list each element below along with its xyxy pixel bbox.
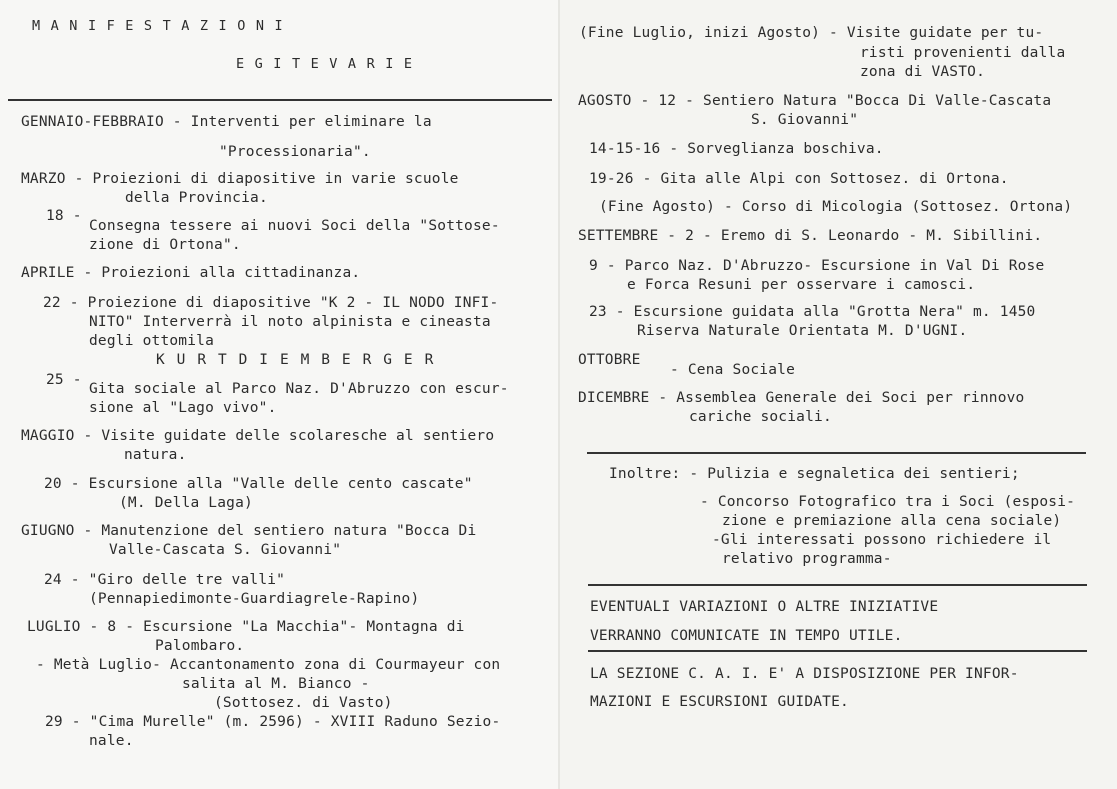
text-line: EVENTUALI VARIAZIONI O ALTRE INIZIATIVE bbox=[590, 599, 939, 615]
divider bbox=[588, 584, 1087, 586]
text-line: LUGLIO - 8 - Escursione "La Macchia"- Montagna di bbox=[27, 619, 465, 635]
text-line: Gita sociale al Parco Naz. D'Abruzzo con escur- bbox=[89, 381, 509, 397]
right-page bbox=[560, 0, 1117, 789]
section-subtitle: E G I T E V A R I E bbox=[236, 56, 414, 72]
text-line: SETTEMBRE - 2 - Eremo di S. Leonardo - M. Sibillini. bbox=[578, 228, 1043, 244]
text-line: "Processionaria". bbox=[219, 144, 371, 160]
text-line: cariche sociali. bbox=[689, 409, 832, 425]
text-line: nale. bbox=[89, 733, 134, 749]
text-line: NITO" Interverrà il noto alpinista e cineasta bbox=[89, 314, 491, 330]
text-line: - Cena Sociale bbox=[670, 362, 796, 378]
text-line: relativo programma- bbox=[722, 551, 892, 567]
text-line: natura. bbox=[124, 447, 187, 463]
text-line: zione di Ortona". bbox=[89, 237, 241, 253]
text-line: OTTOBRE bbox=[578, 352, 641, 368]
text-line: 25 - bbox=[46, 372, 82, 388]
text-line: 29 - "Cima Murelle" (m. 2596) - XVIII Raduno Sezio- bbox=[45, 714, 501, 730]
text-line: zona di VASTO. bbox=[860, 64, 986, 80]
text-line: VERRANNO COMUNICATE IN TEMPO UTILE. bbox=[590, 628, 903, 644]
section-title: M A N I F E S T A Z I O N I bbox=[32, 18, 284, 34]
text-line: Riserva Naturale Orientata M. D'UGNI. bbox=[637, 323, 968, 339]
text-line: - Metà Luglio- Accantonamento zona di Courmayeur con bbox=[36, 657, 501, 673]
text-line: Valle-Cascata S. Giovanni" bbox=[109, 542, 342, 558]
text-line: LA SEZIONE C. A. I. E' A DISPOSIZIONE PER INFOR- bbox=[590, 666, 1019, 682]
text-line: K U R T D I E M B E R G E R bbox=[156, 352, 435, 368]
text-line: (Fine Agosto) - Corso di Micologia (Sottosez. Ortona) bbox=[599, 199, 1073, 215]
text-line: (Sottosez. di Vasto) bbox=[214, 695, 393, 711]
text-line: salita al M. Bianco - bbox=[182, 676, 370, 692]
text-line: GIUGNO - Manutenzione del sentiero natura "Bocca Di bbox=[21, 523, 477, 539]
text-line: 22 - Proiezione di diapositive "K 2 - IL NODO INFI- bbox=[43, 295, 499, 311]
text-line: zione e premiazione alla cena sociale) bbox=[722, 513, 1062, 529]
text-line: 23 - Escursione guidata alla "Grotta Nera" m. 1450 bbox=[589, 304, 1036, 320]
text-line: sione al "Lago vivo". bbox=[89, 400, 277, 416]
text-line: 19-26 - Gita alle Alpi con Sottosez. di Ortona. bbox=[589, 171, 1009, 187]
text-line: e Forca Resuni per osservare i camosci. bbox=[627, 277, 976, 293]
text-line: 24 - "Giro delle tre valli" bbox=[44, 572, 286, 588]
text-line: 9 - Parco Naz. D'Abruzzo- Escursione in Val Di Rose bbox=[589, 258, 1045, 274]
text-line: - Concorso Fotografico tra i Soci (esposi- bbox=[700, 494, 1076, 510]
text-line: MAZIONI E ESCURSIONI GUIDATE. bbox=[590, 694, 849, 710]
text-line: Palombaro. bbox=[155, 638, 245, 654]
text-line: DICEMBRE - Assemblea Generale dei Soci per rinnovo bbox=[578, 390, 1025, 406]
text-line: AGOSTO - 12 - Sentiero Natura "Bocca Di Valle-Cascata bbox=[578, 93, 1052, 109]
text-line: della Provincia. bbox=[125, 190, 268, 206]
text-line: S. Giovanni" bbox=[751, 112, 859, 128]
text-line: (Pennapiedimonte-Guardiagrele-Rapino) bbox=[89, 591, 420, 607]
text-line: 14-15-16 - Sorveglianza boschiva. bbox=[589, 141, 884, 157]
text-line: GENNAIO-FEBBRAIO - Interventi per eliminare la bbox=[21, 114, 432, 130]
text-line: MARZO - Proiezioni di diapositive in varie scuole bbox=[21, 171, 459, 187]
text-line: Consegna tessere ai nuovi Soci della "Sottose- bbox=[89, 218, 500, 234]
text-line: MAGGIO - Visite guidate delle scolaresche al sentiero bbox=[21, 428, 495, 444]
divider bbox=[588, 650, 1087, 652]
text-line: (Fine Luglio, inizi Agosto) - Visite guidate per tu- bbox=[579, 25, 1044, 41]
text-line: 20 - Escursione alla "Valle delle cento cascate" bbox=[44, 476, 473, 492]
text-line: 18 - bbox=[46, 208, 82, 224]
text-line: risti provenienti dalla bbox=[860, 45, 1066, 61]
divider bbox=[587, 452, 1086, 454]
text-line: degli ottomila bbox=[89, 333, 215, 349]
text-line: (M. Della Laga) bbox=[119, 495, 253, 511]
text-line: -Gli interessati possono richiedere il bbox=[712, 532, 1052, 548]
text-line: APRILE - Proiezioni alla cittadinanza. bbox=[21, 265, 361, 281]
title-divider bbox=[8, 99, 552, 101]
text-line: Inoltre: - Pulizia e segnaletica dei sentieri; bbox=[609, 466, 1020, 482]
